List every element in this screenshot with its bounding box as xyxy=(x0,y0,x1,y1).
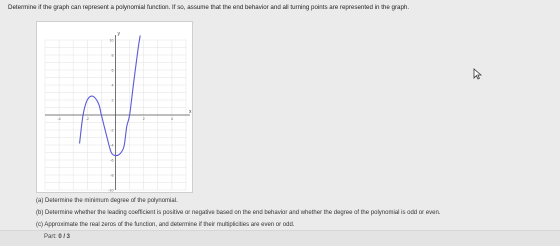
x-tick-label: 2 xyxy=(142,117,145,121)
part-label: Part: xyxy=(44,234,57,240)
x-tick-label: -4 xyxy=(57,117,61,121)
y-tick-label: 10 xyxy=(109,38,114,43)
part-footer xyxy=(0,230,560,246)
x-tick-label: 4 xyxy=(170,117,173,121)
graph-canvas xyxy=(37,22,194,194)
question-b: (b) Determine whether the leading coefficient is positive or negative based on the end behavior and whether the degree of the polynomial is odd or even. xyxy=(36,210,441,216)
problem-prompt: Determine if the graph can represent a polynomial function. If so, assume that the end behavior and all turning points are represented in the graph. xyxy=(8,4,410,11)
polynomial-graph xyxy=(36,21,193,193)
x-axis-label: x xyxy=(189,109,192,115)
y-tick-label: -10 xyxy=(108,188,114,193)
y-tick-label: -2 xyxy=(110,128,114,133)
y-tick-label: 2 xyxy=(111,98,114,103)
y-tick-label: 6 xyxy=(111,68,114,73)
part-progress xyxy=(44,234,70,240)
question-c: (c) Approximate the real zeros of the function, and determine if their multiplicities are even or odd. xyxy=(36,222,295,228)
mouse-cursor-icon xyxy=(473,68,482,80)
y-tick-label: 4 xyxy=(111,83,114,88)
y-tick-label: -8 xyxy=(110,173,114,178)
y-tick-label: -6 xyxy=(110,158,114,163)
y-axis-label: y xyxy=(117,31,120,37)
y-tick-label: 8 xyxy=(111,53,114,58)
y-tick-label: -4 xyxy=(110,143,114,148)
part-value: 0 / 3 xyxy=(58,234,71,240)
question-a: (a) Determine the minimum degree of the polynomial. xyxy=(36,198,178,204)
x-tick-label: -2 xyxy=(85,117,89,121)
question-list xyxy=(36,195,556,231)
